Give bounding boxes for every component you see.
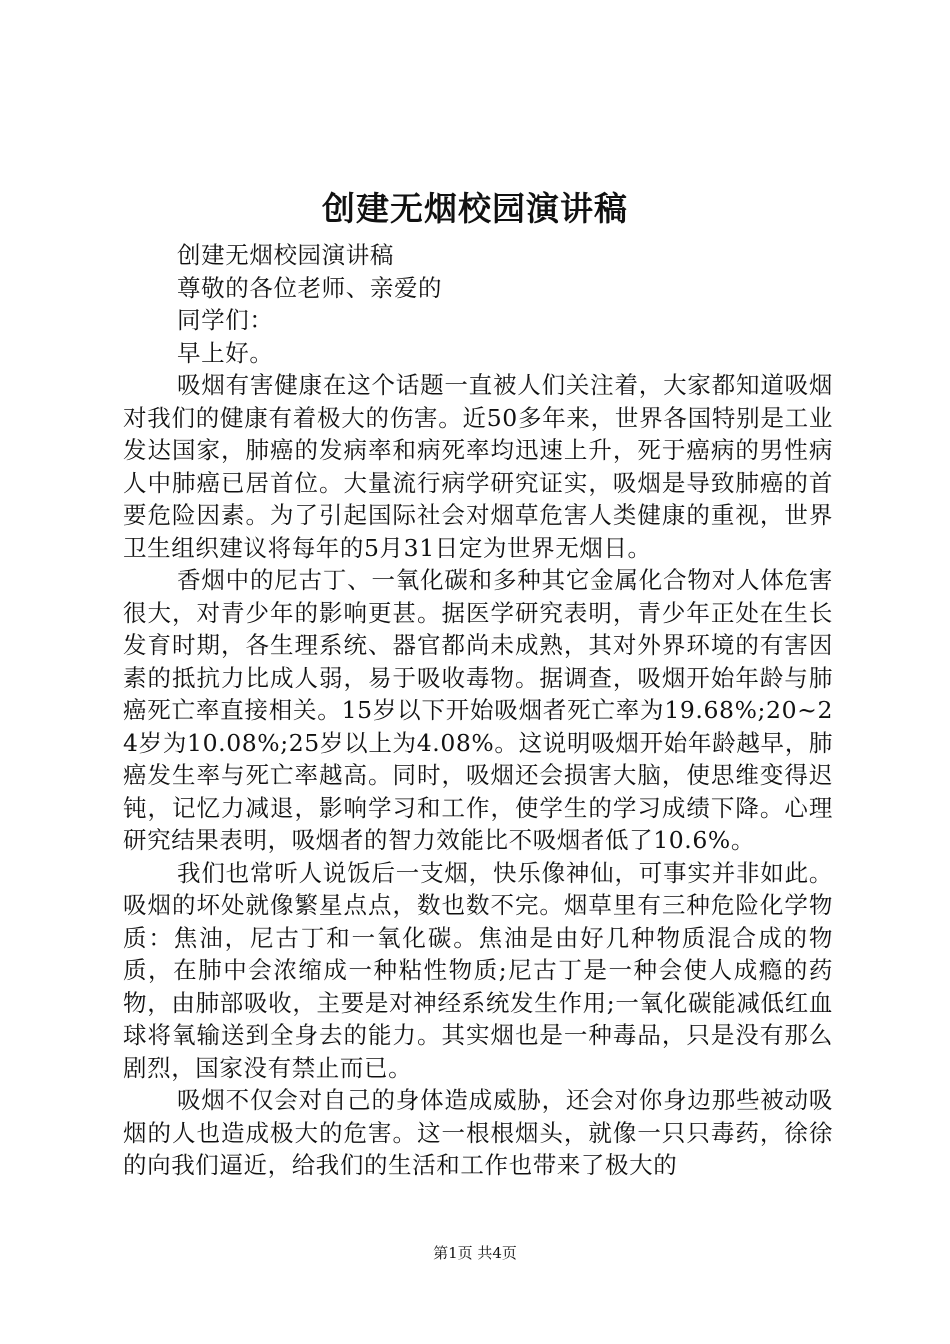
document-title: 创建无烟校园演讲稿 (322, 189, 628, 228)
paragraph-body-4: 吸烟不仅会对自己的身体造成威胁，还会对你身边那些被动吸烟的人也造成极大的危害。这一根根烟头，就像一只只毒药，徐徐的向我们逼近，给我们的生活和工作也带来了极大的 (123, 1086, 833, 1179)
page-number-footer: 第1页 共4页 (433, 1244, 517, 1262)
paragraph-body-1: 吸烟有害健康在这个话题一直被人们关注着，大家都知道吸烟对我们的健康有着极大的伤害。近50多年来，世界各国特别是工业发达国家，肺癌的发病率和病死率均迅速上升，死于癌病的男性病人中肺癌已居首位。大量流行病学研究证实，吸烟是导致肺癌的首要危险因素。为了引起国际社会对烟草危害人类健康的重视，世界卫生组织建议将每年的5月31日定为世界无烟日。 (123, 371, 833, 562)
paragraph-heading-repeat: 创建无烟校园演讲稿 (177, 241, 394, 269)
paragraph-body-3: 我们也常听人说饭后一支烟，快乐像神仙，可事实并非如此。吸烟的坏处就像繁星点点，数也数不完。烟草里有三种危险化学物质：焦油，尼古丁和一氧化碳。焦油是由好几种物质混合成的物质，在肺中会浓缩成一种粘性物质;尼古丁是一种会使人成瘾的药物，由肺部吸收，主要是对神经系统发生作用;一氧化碳能减低红血球将氧输送到全身去的能力。其实烟也是一种毒品，只是没有那么剧烈，国家没有禁止而已。 (123, 858, 833, 1082)
paragraph-greeting: 早上好。 (177, 338, 274, 367)
paragraph-salutation-cont: 同学们： (177, 306, 274, 334)
paragraph-body-2: 香烟中的尼古丁、一氧化碳和多种其它金属化合物对人体危害很大，对青少年的影响更甚。据医学研究表明，青少年正处在生长发育时期，各生理系统、器官都尚未成熟，其对外界环境的有害因素的抵抗力比成人弱，易于吸收毒物。据调查，吸烟开始年龄与肺癌死亡率直接相关。15岁以下开始吸烟者死亡率为19.68%;20~24岁为10.08%;25岁以上为4.08%。这说明吸烟开始年龄越早，肺癌发生率与死亡率越高。同时，吸烟还会损害大脑，使思维变得迟钝，记忆力减退，影响学习和工作，使学生的学习成绩下降。心理研究结果表明，吸烟者的智力效能比不吸烟者低了10.6%。 (123, 566, 833, 854)
paragraph-salutation: 尊敬的各位老师、亲爱的 (177, 273, 443, 302)
document-body (123, 239, 833, 1182)
